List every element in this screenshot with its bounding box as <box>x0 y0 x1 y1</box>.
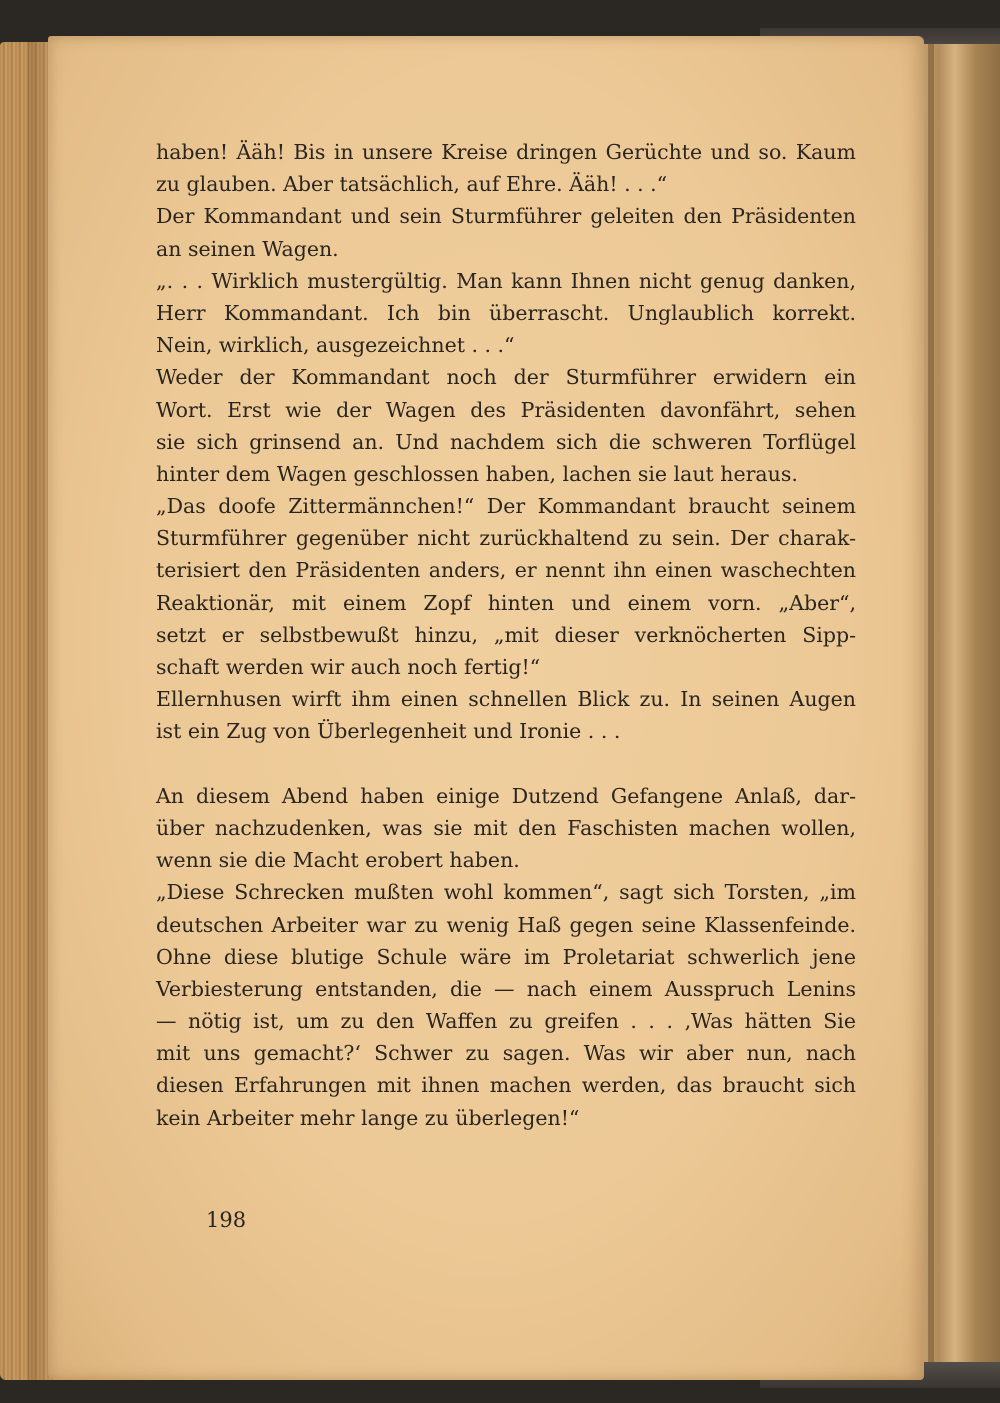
page-body-text <box>156 136 856 1134</box>
text-line: Wort. Erst wie der Wagen des Präsidenten davonfährt, sehen <box>156 397 856 422</box>
right-page-edges <box>918 44 1000 1362</box>
text-line: Der Kommandant und sein Sturmführer geleiten den Präsidenten <box>156 204 856 229</box>
text-line: setzt er selbstbewußt hinzu, „mit dieser verknöcherten Sipp- <box>156 622 856 647</box>
text-line: Herr Kommandant. Ich bin überrascht. Unglaublich korrekt. <box>156 300 856 325</box>
text-line: Ellernhusen wirft ihm einen schnellen Blick zu. In seinen Augen <box>156 687 856 712</box>
text-line: deutschen Arbeiter war zu wenig Haß gegen seine Klassenfeinde. <box>156 912 856 937</box>
text-line: diesen Erfahrungen mit ihnen machen werden, das braucht sich <box>156 1073 856 1098</box>
paragraph-gap <box>156 748 856 780</box>
text-line: „Das doofe Zittermännchen!“ Der Kommandant braucht seinem <box>156 494 856 519</box>
text-line: ist ein Zug von Überlegenheit und Ironie . . . <box>156 719 621 744</box>
text-line: haben! Ääh! Bis in unsere Kreise dringen Gerüchte und so. Kaum <box>156 140 856 164</box>
text-line: zu glauben. Aber tatsächlich, auf Ehre. Ääh! . . .“ <box>156 172 668 197</box>
text-line: Nein, wirklich, ausgezeichnet . . .“ <box>156 333 515 358</box>
text-line: Reaktionär, mit einem Zopf hinten und einem vorn. „Aber“, <box>156 590 856 615</box>
text-line: „Diese Schrecken mußten wohl kommen“, sagt sich Torsten, „im <box>156 880 856 905</box>
text-line: mit uns gemacht?‘ Schwer zu sagen. Was wir aber nun, nach <box>156 1041 856 1066</box>
text-line: „. . . Wirklich mustergültig. Man kann Ihnen nicht genug danken, <box>156 268 856 293</box>
text-line: hinter dem Wagen geschlossen haben, lachen sie laut heraus. <box>156 461 798 486</box>
page-number: 198 <box>206 1208 247 1232</box>
text-line: an seinen Wagen. <box>156 236 339 261</box>
text-line: Ohne diese blutige Schule wäre im Proletariat schwerlich jene <box>156 944 856 969</box>
text-line: — nötig ist, um zu den Waffen zu greifen . . . ‚Was hätten Sie <box>156 1009 856 1034</box>
text-line: terisiert den Präsidenten anders, er nennt ihn einen waschechten <box>156 558 856 583</box>
text-line: wenn sie die Macht erobert haben. <box>156 848 520 873</box>
text-line: schaft werden wir auch noch fertig!“ <box>156 655 541 679</box>
text-line: Weder der Kommandant noch der Sturmführer erwidern ein <box>156 365 856 390</box>
text-line: über nachzudenken, was sie mit den Faschisten machen wollen, <box>156 815 856 840</box>
text-line: Verbiesterung entstanden, die — nach einem Ausspruch Lenins <box>156 976 856 1001</box>
text-line: Sturmführer gegenüber nicht zurückhaltend zu sein. Der charak- <box>156 526 856 551</box>
text-line: kein Arbeiter mehr lange zu überlegen!“ <box>156 1105 580 1130</box>
text-line: An diesem Abend haben einige Dutzend Gefangene Anlaß, dar- <box>156 783 856 808</box>
text-line: sie sich grinsend an. Und nachdem sich die schweren Torflügel <box>156 429 856 454</box>
